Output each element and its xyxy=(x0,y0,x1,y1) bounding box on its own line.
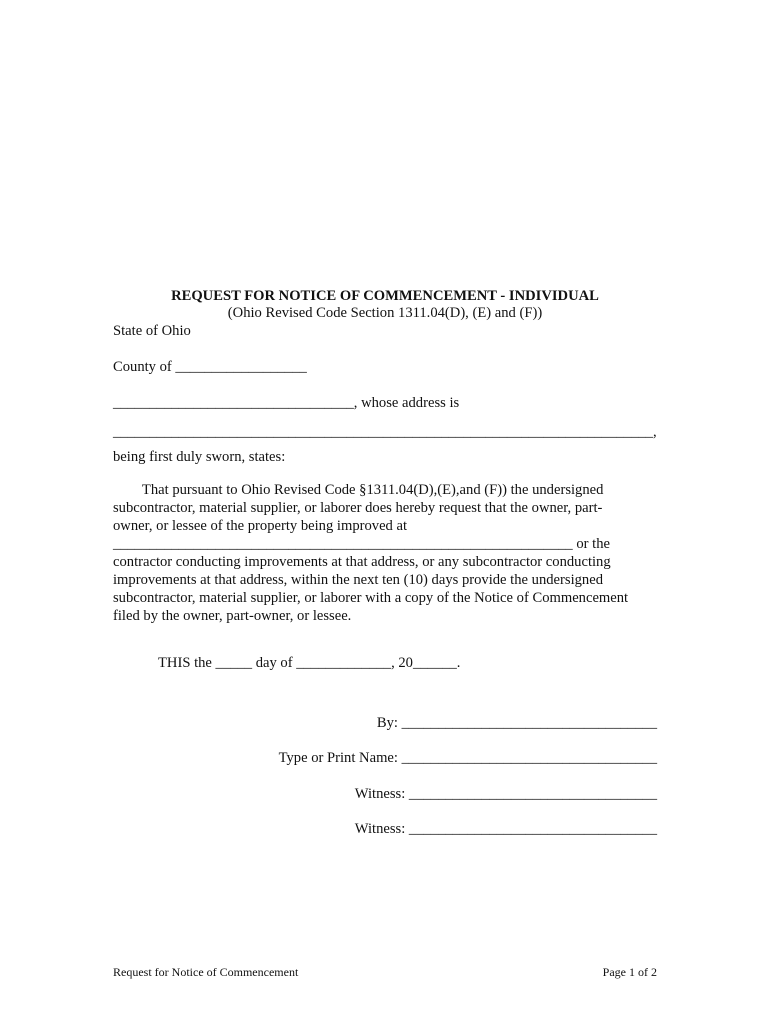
page-number: Page 1 of 2 xyxy=(602,965,657,979)
print-name-line: Type or Print Name: ___________________________________ xyxy=(278,750,657,766)
document-title: REQUEST FOR NOTICE OF COMMENCEMENT - INDIVIDUAL xyxy=(171,288,599,304)
body-paragraph xyxy=(113,481,658,625)
footer-title: Request for Notice of Commencement xyxy=(113,965,299,979)
body-line: contractor conducting improvements at that address, or any subcontractor conducting xyxy=(113,554,611,570)
document-subtitle: (Ohio Revised Code Section 1311.04(D), (E) and (F)) xyxy=(227,305,543,321)
body-line: filed by the owner, part-owner, or lessee. xyxy=(113,608,352,624)
body-line: improvements at that address, within the next ten (10) days provide the undersigned xyxy=(113,572,603,588)
signature-by-line: By: ___________________________________ xyxy=(376,715,657,731)
body-line: owner, or lessee of the property being improved at xyxy=(113,518,408,534)
body-line: That pursuant to Ohio Revised Code §1311.04(D),(E),and (F)) the undersigned xyxy=(113,482,604,498)
county-line: County of __________________ xyxy=(113,359,307,375)
date-line: THIS the _____ day of _____________, 20______. xyxy=(158,655,461,671)
affiant-name-line: _________________________________, whose address is xyxy=(113,395,460,411)
address-line: __________________________________________________________________________, xyxy=(113,424,657,440)
sworn-statement: being first duly sworn, states: xyxy=(113,449,286,465)
state-line: State of Ohio xyxy=(113,323,191,339)
witness-line-1: Witness: __________________________________ xyxy=(354,786,657,802)
body-line: subcontractor, material supplier, or laborer does hereby request that the owner, part- xyxy=(113,500,603,516)
body-line: subcontractor, material supplier, or laborer with a copy of the Notice of Commencement xyxy=(113,590,629,606)
body-line: _______________________________________________________________ or the xyxy=(113,536,610,552)
witness-line-2: Witness: __________________________________ xyxy=(354,821,657,837)
